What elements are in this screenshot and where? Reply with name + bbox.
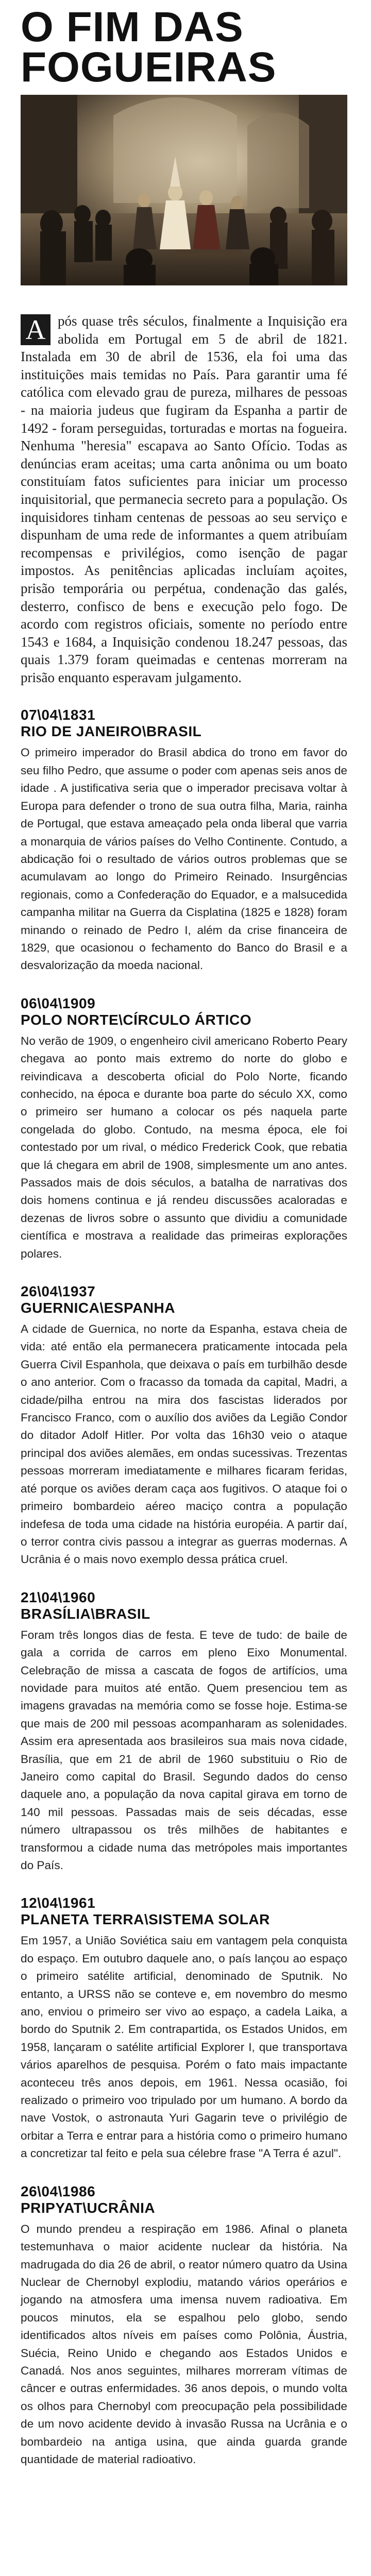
- entry-date: 12\04\1961: [21, 1895, 96, 1911]
- entry-place: PLANETA TERRA\SISTEMA SOLAR: [21, 1911, 270, 1928]
- intro-text: pós quase três séculos, finalmente a Inquisição era abolida em Portugal em 5 de abril de 1821. Instalada em 30 de abril de 1536, ela foi uma das instituições mais temidas no País. Para garantir uma fé católica com elevado grau de pureza, milhares de pessoas - na maioria judeus que fugiram da Espanha a partir de 1492 - foram perseguidas, torturadas e mortas na fogueira. Nenhuma "heresia" escapava ao Santo Ofício. Todas as denúncias eram aceitas; uma carta anônima ou um boato constituíam fatos suficientes para iniciar um processo inquisitorial, que permanecia secreto para a população. Os inquisidores tinham centenas de pessoas ao seu serviço e dispunham de uma rede de informantes a quem atribuíam recompensas e privilégios, como isenção de pagar impostos. As penitências aplicadas incluíam açoites, prisão temporária ou perpétua, condenação das galés, desterro, confisco de bens e execução pelo fogo. De acordo com registros oficiais, somente no período entre 1543 e 1684, a Inquisição condenou 18.247 pessoas, das quais 1.379 foram queimadas e centenas morreram na prisão enquanto esperavam julgamento.: [21, 313, 347, 685]
- timeline-entry: [21, 2183, 347, 2469]
- timeline-entry: [21, 1589, 347, 1875]
- intro-paragraph: [21, 312, 347, 686]
- entry-body: O mundo prendeu a respiração em 1986. Afinal o planeta testemunhava o maior acidente nuclear da história. Na madrugada do dia 26 de abril, o reator número quatro da Usina Nuclear de Chernobyl explodiu, matando vários operários e jogando na atmosfera uma imensa nuvem radioativa. Em poucos minutos, ela se espalhou pelo globo, sendo identificados altos níveis em países como Polônia, Áustria, Suécia, Reino Unido e chegando aos Estados Unidos e Canadá. Nos anos seguintes, milhares morreram vítimas de câncer e outras enfermidades. 36 anos depois, o mundo volta os olhos para Chernobyl com preocupação pela possibilidade de um novo acidente devido à invasão Russa na Ucrânia e o bombardeio na antiga usina, que ainda guarda grande quantidade de material radioativo.: [21, 2222, 347, 2466]
- entry-date: 07\04\1831: [21, 707, 96, 723]
- timeline-entry: [21, 1283, 347, 1569]
- article-title-line-1: O FIM DAS: [21, 4, 244, 50]
- entry-place: BRASÍLIA\BRASIL: [21, 1605, 150, 1622]
- entry-place: RIO DE JANEIRO\BRASIL: [21, 723, 202, 740]
- article-title-line-2: FOGUEIRAS: [21, 44, 277, 91]
- timeline-entry: [21, 1895, 347, 2162]
- entry-body: Em 1957, a União Soviética saiu em vantagem pela conquista do espaço. Em outubro daquele ano, o país lançou ao espaço o primeiro satélite artificial, denominado de Sputnik. No entanto, a URSS não se conteve e, em novembro do mesmo ano, enviou o primeiro ser vivo ao espaço, a cadela Laika, a bordo do Sputnik 2. Em contrapartida, os Estados Unidos, em 1958, lançaram o satélite artificial Explorer I, que transportava vários aparelhos de pesquisa. Porém o fato mais impactante aconteceu três anos depois, em 1961. Nessa ocasião, foi realizado o primeiro voo tripulado por um humano. A bordo da nave Vostok, o astronauta Yuri Gagarin teve o privilégio de orbitar a Terra e entrar para a história como o primeiro humano a concretizar tal feito e pela sua célebre frase "A Terra é azul".: [21, 1934, 347, 2160]
- inquisition-painting-image: [21, 95, 347, 285]
- entry-date: 26\04\1986: [21, 2183, 96, 2199]
- entry-place: GUERNICA\ESPANHA: [21, 1300, 175, 1316]
- entry-date: 21\04\1960: [21, 1589, 96, 1605]
- entry-place: PRIPYAT\UCRÂNIA: [21, 2199, 156, 2216]
- hero-painting: [21, 95, 347, 285]
- article-title: [21, 0, 347, 91]
- entry-date: 26\04\1937: [21, 1283, 96, 1300]
- timeline-entry: [21, 995, 347, 1263]
- entry-body: O primeiro imperador do Brasil abdica do trono em favor do seu filho Pedro, que assume o poder com apenas seis anos de idade . A justificativa seria que o imperador precisava voltar à Europa para defender o trono de sua outra filha, Maria, rainha de Portugal, que estava ameaçado pela onda liberal que varria a monarquia de vários países do Velho Continente. Contudo, a abdicação foi o resultado de vários outros problemas que se acumulavam ao longo do Primeiro Reinado. Insurgências regionais, como a Confederação do Equador, e a malsucedida campanha militar na Guerra da Cisplatina (1825 e 1828) foram minando o reinado de Pedro I, além da crise financeira de 1829, que ocasionou o fechamento do Banco do Brasil e a desvalorização da moeda nacional.: [21, 746, 347, 972]
- entry-body: Foram três longos dias de festa. E teve de tudo: de baile de gala a corrida de carros em pleno Eixo Monumental. Celebração de missa a cascata de fogos de artifícios, uma novidade para muitos até então. Quem presenciou tem as imagens gravadas na memória como se fosse hoje. Estima-se que mais de 200 mil pessoas acompanharam as solenidades. Assim era apresentada aos brasileiros sua mais nova cidade, Brasília, que em 21 de abril de 1960 substituiu o Rio de Janeiro como capital do Brasil. Segundo dados do censo daquele ano, a população da nova capital girava em torno de 140 mil pessoas. Passadas mais de seis décadas, esse número ultrapassou os três milhões de habitantes e transformou a cidade numa das metrópoles mais importantes do País.: [21, 1628, 347, 1872]
- entry-body: No verão de 1909, o engenheiro civil americano Roberto Peary chegava ao ponto mais extremo do norte do globo e reivindicava a descoberta oficial do Polo Norte, ficando conhecido, na época e durante boa parte do século XX, como o primeiro ser humano a colocar os pés naquela parte congelada do globo. Contudo, na mesma época, ele foi contestado por um rival, o médico Frederick Cook, que rebatia que lá chegara em abril de 1908, simplesmente um ano antes. Passados mais de dois séculos, a batalha de narrativas dos dois homens continua e já rendeu discussões acaloradas e dezenas de livros sobre o assunto que dividiu a comunidade científica e mostrava a realidade das primeiras explorações polares.: [21, 1034, 347, 1260]
- entry-body: A cidade de Guernica, no norte da Espanha, estava cheia de vida: até então ela permanecera praticamente intocada pela Guerra Civil Espanhola, que deixava o país em turbilhão desde o ano anterior. Com o fracasso da tomada da capital, Madri, a cidade/pilha entrou na mira dos fascistas liderados por Francisco Franco, com o auxílio dos aviões da Legião Condor do ditador Adolf Hitler. Por volta das 16h30 veio o ataque principal dos aviões alemães, em ondas sucessivas. Trezentas pessoas morreram imediatamente e milhares ficaram feridas, até porque os aviões deram caça aos fugitivos. O ataque foi o primeiro bombardeio aéreo maciço contra a população indefesa de toda uma cidade na história européia. A partir daí, o terror contra civis passou a integrar as guerras modernas. A Ucrânia é o mais novo exemplo dessa prática cruel.: [21, 1323, 347, 1566]
- entry-date: 06\04\1909: [21, 995, 96, 1011]
- entry-place: POLO NORTE\CÍRCULO ÁRTICO: [21, 1011, 252, 1028]
- timeline-entry: [21, 707, 347, 974]
- timeline-entries: [21, 707, 347, 2468]
- intro-dropcap: A: [21, 314, 50, 345]
